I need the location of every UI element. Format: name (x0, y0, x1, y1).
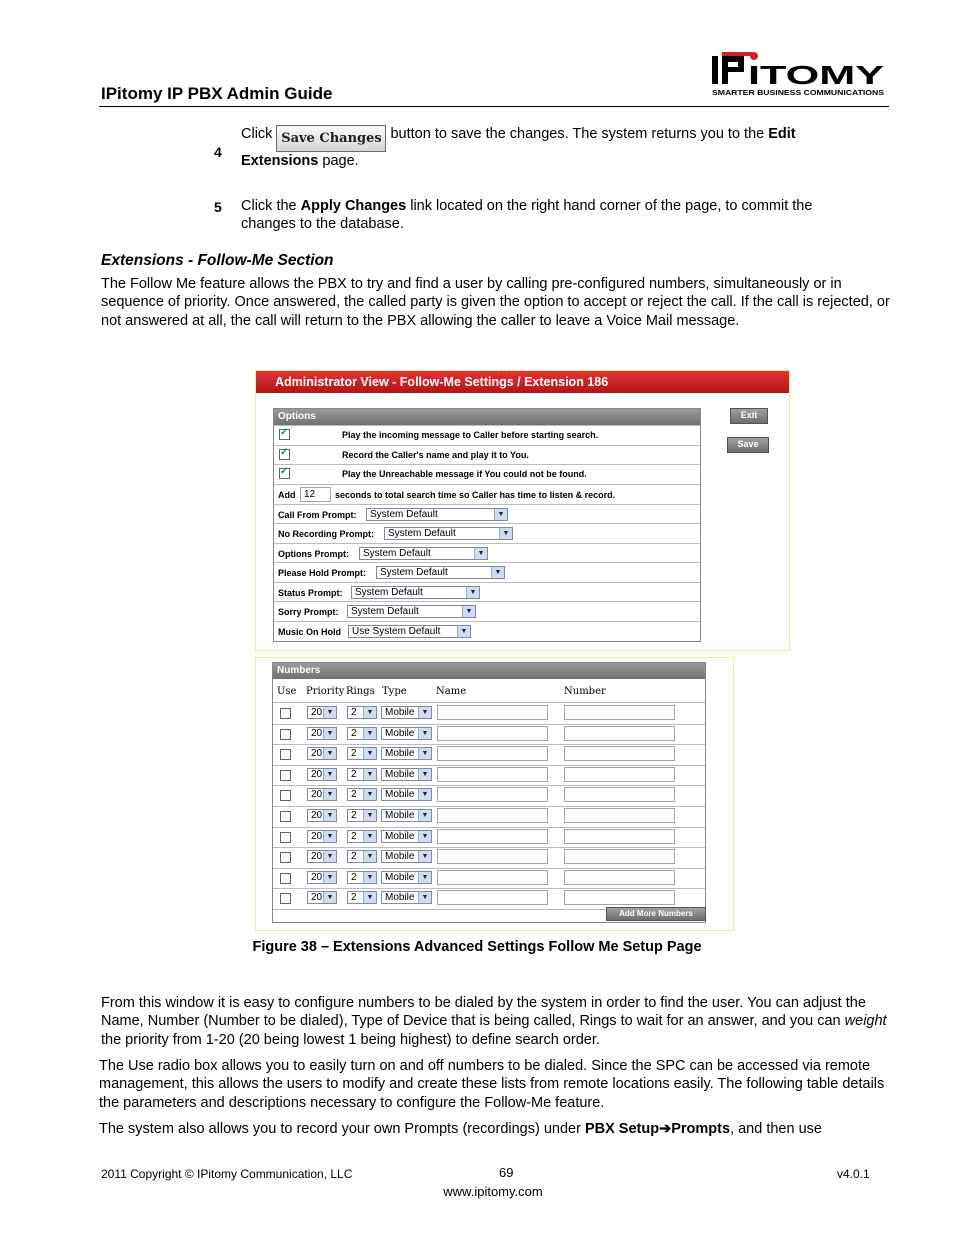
priority-value: 20 (311, 851, 323, 863)
paragraph-1-a: From this window it is easy to configure numbers to be dialed by the system in order to find the user. You can adjust the Name, Number (Number to be dialed), Type of Device that is being called, Rings to wait for an answer, and you can (101, 995, 866, 1030)
option-checkbox[interactable] (279, 429, 290, 440)
number-row (273, 765, 705, 787)
chevron-down-icon: ▼ (323, 831, 336, 842)
prompt-row (274, 523, 700, 543)
step-4-bold: Edit Extensions (241, 126, 796, 169)
paragraph-3-bold-1: PBX Setup (584, 1121, 660, 1137)
type-select[interactable] (381, 768, 432, 781)
number-input[interactable] (564, 808, 675, 823)
rings-select[interactable] (347, 850, 377, 863)
chevron-down-icon: ▼ (499, 528, 512, 539)
prompt-row (274, 582, 700, 602)
prompt-label: Call From Prompt: (278, 509, 357, 520)
prompt-row (274, 504, 700, 524)
prompt-value: System Default (355, 586, 423, 598)
use-checkbox[interactable] (280, 873, 291, 884)
prompt-row (274, 601, 700, 621)
paragraph-2: The Use radio box allows you to easily turn on and off numbers to be dialed. Since the SPC can be accessed via remote management, this allows the users to modify and create these lists from remote locations easily. The following table details the parameters and descriptions necessary to configure the Follow-Me feature. (99, 1058, 885, 1111)
chevron-down-icon: ▼ (323, 851, 336, 862)
number-input[interactable] (564, 829, 675, 844)
footer-page-number: 69 (499, 1165, 514, 1180)
name-input[interactable] (437, 726, 548, 741)
rings-value: 2 (351, 707, 357, 718)
type-value: Mobile (385, 748, 415, 760)
name-input[interactable] (437, 849, 548, 864)
rings-value: 2 (351, 871, 357, 883)
paragraph-3 (99, 1120, 899, 1138)
rings-select[interactable] (347, 768, 377, 781)
name-input[interactable] (437, 890, 548, 905)
chevron-down-icon: ▼ (363, 872, 376, 883)
panel-titlebar: Administrator View - Follow-Me Settings / Extension 186 (256, 371, 789, 393)
rings-select[interactable] (347, 727, 377, 740)
number-input[interactable] (564, 746, 675, 761)
footer-version: v4.0.1 (837, 1167, 870, 1181)
number-row (273, 785, 705, 807)
use-checkbox[interactable] (280, 708, 291, 719)
priority-select[interactable] (307, 850, 337, 863)
chevron-down-icon: ▼ (363, 748, 376, 759)
chevron-down-icon: ▼ (323, 748, 336, 759)
col-number: Number (564, 686, 606, 697)
col-priority: Priority (306, 686, 345, 697)
priority-select[interactable] (307, 727, 337, 740)
prompt-select[interactable] (347, 605, 476, 618)
paragraph-1-emphasis: weight (844, 1013, 887, 1030)
prompt-value: System Default (370, 508, 438, 520)
name-input[interactable] (437, 870, 548, 885)
options-table (273, 408, 701, 642)
col-name: Name (436, 686, 467, 697)
type-value: Mobile (385, 830, 415, 842)
use-checkbox[interactable] (280, 749, 291, 760)
figure-caption: Figure 38 – Extensions Advanced Settings Follow Me Setup Page (252, 939, 702, 955)
chevron-down-icon: ▼ (418, 707, 431, 718)
rings-value: 2 (351, 768, 357, 780)
intro-paragraph: The Follow Me feature allows the PBX to try and find a user by calling pre-configured numbers, simultaneously or in sequence of priority. Once answered, the called party is given the option to accept or reject the call. If the call is rejected, or not answered at all, the call will return to the PBX allowing the caller to leave a Voice Mail message. (101, 276, 890, 329)
chevron-down-icon: ▼ (418, 769, 431, 780)
chevron-down-icon: ▼ (323, 769, 336, 780)
use-checkbox[interactable] (280, 893, 291, 904)
use-checkbox[interactable] (280, 770, 291, 781)
step-5-bold: Apply Changes (300, 198, 407, 214)
number-row (273, 847, 705, 869)
step-number-5: 5 (214, 199, 222, 215)
type-select[interactable] (381, 871, 432, 884)
name-input[interactable] (437, 829, 548, 844)
type-select[interactable] (381, 788, 432, 801)
rings-value: 2 (351, 851, 357, 863)
number-row (273, 724, 705, 746)
chevron-down-icon: ▼ (494, 509, 507, 520)
number-row (273, 806, 705, 828)
header-rule (99, 106, 889, 107)
rings-value: 2 (351, 892, 357, 904)
priority-select[interactable] (307, 830, 337, 843)
use-checkbox[interactable] (280, 852, 291, 863)
paragraph-1-b: the priority from 1-20 (20 being lowest 1 being highest) to define search order. (101, 1031, 600, 1048)
chevron-down-icon: ▼ (323, 872, 336, 883)
chevron-down-icon: ▼ (323, 789, 336, 800)
number-row (273, 744, 705, 766)
numbers-header: Numbers (273, 663, 705, 679)
prompt-value: System Default (363, 547, 431, 559)
svg-text:SMARTER BUSINESS COMMUNICATION: SMARTER BUSINESS COMMUNICATIONS (712, 88, 885, 97)
chevron-down-icon: ▼ (474, 548, 487, 559)
follow-me-options-panel (255, 370, 790, 651)
document-title: IPitomy IP PBX Admin Guide (101, 84, 333, 103)
rings-select[interactable] (347, 809, 377, 822)
name-input[interactable] (437, 767, 548, 782)
prompt-select[interactable] (384, 527, 513, 540)
save-changes-button-image: Save Changes (276, 125, 386, 152)
step-4-pre: Click (241, 126, 273, 142)
rings-value: 2 (351, 810, 357, 821)
prompt-label: Sorry Prompt: (278, 607, 339, 618)
prompt-select[interactable] (376, 566, 505, 579)
priority-select[interactable] (307, 788, 337, 801)
prompt-row (274, 621, 700, 641)
chevron-down-icon: ▼ (457, 626, 470, 637)
chevron-down-icon: ▼ (466, 587, 479, 598)
priority-value: 20 (311, 707, 323, 718)
numbers-column-headers (273, 683, 705, 703)
ipitomy-logo (708, 50, 888, 100)
chevron-down-icon: ▼ (363, 707, 376, 718)
type-select[interactable] (381, 706, 432, 719)
rings-value: 2 (351, 727, 357, 739)
prompt-value: Use System Default (352, 626, 441, 638)
use-checkbox[interactable] (280, 832, 291, 843)
add-seconds-row (274, 484, 700, 504)
option-checkbox[interactable] (279, 468, 290, 479)
chevron-down-icon: ▼ (363, 892, 376, 903)
prompt-select[interactable] (351, 586, 480, 599)
save-button[interactable]: Save (727, 437, 769, 453)
number-row (273, 827, 705, 849)
number-input[interactable] (564, 870, 675, 885)
chevron-down-icon: ▼ (363, 728, 376, 739)
priority-select[interactable] (307, 747, 337, 760)
rings-select[interactable] (347, 747, 377, 760)
number-input[interactable] (564, 890, 675, 905)
svg-text:ITOMY: ITOMY (748, 60, 884, 90)
number-input[interactable] (564, 767, 675, 782)
exit-button[interactable]: Exit (730, 408, 768, 424)
rings-value: 2 (351, 748, 357, 760)
type-select[interactable] (381, 891, 432, 904)
type-select[interactable] (381, 727, 432, 740)
number-input[interactable] (564, 849, 675, 864)
number-input[interactable] (564, 726, 675, 741)
paragraph-3-c: , and then use (730, 1121, 822, 1137)
paragraph-3-bold-2: Prompts (671, 1121, 731, 1137)
name-input[interactable] (437, 746, 548, 761)
option-row (274, 445, 700, 465)
chevron-down-icon: ▼ (323, 892, 336, 903)
option-label: Play the Unreachable message if You could not be found. (342, 469, 587, 479)
use-checkbox[interactable] (280, 790, 291, 801)
prompt-label: Options Prompt: (278, 548, 349, 559)
chevron-down-icon: ▼ (363, 810, 376, 821)
number-row (273, 703, 705, 725)
prompt-value: System Default (380, 567, 448, 579)
type-value: Mobile (385, 851, 415, 863)
type-select[interactable] (381, 830, 432, 843)
prompt-row (274, 562, 700, 582)
chevron-down-icon: ▼ (363, 769, 376, 780)
type-value: Mobile (385, 707, 415, 718)
prompt-select[interactable] (359, 547, 488, 560)
paragraph-1 (101, 994, 896, 1049)
step-number-4: 4 (214, 144, 222, 160)
chevron-down-icon: ▼ (491, 567, 504, 578)
type-value: Mobile (385, 789, 415, 801)
option-row (274, 425, 700, 445)
priority-value: 20 (311, 748, 323, 760)
chevron-down-icon: ▼ (323, 707, 336, 718)
type-value: Mobile (385, 871, 415, 883)
priority-value: 20 (311, 871, 323, 883)
type-value: Mobile (385, 892, 415, 904)
number-input[interactable] (564, 787, 675, 802)
use-checkbox[interactable] (280, 811, 291, 822)
step-5-text (241, 197, 866, 234)
chevron-down-icon: ▼ (418, 872, 431, 883)
number-input[interactable] (564, 705, 675, 720)
col-use: Use (277, 686, 297, 697)
add-label: Add (278, 489, 296, 500)
priority-select[interactable] (307, 706, 337, 719)
add-seconds-input[interactable]: 12 (300, 487, 331, 502)
number-row (273, 868, 705, 890)
chevron-down-icon: ▼ (363, 851, 376, 862)
name-input[interactable] (437, 808, 548, 823)
type-value: Mobile (385, 768, 415, 780)
rings-value: 2 (351, 830, 357, 842)
chevron-down-icon: ▼ (418, 728, 431, 739)
option-label: Record the Caller's name and play it to You. (342, 449, 529, 460)
prompt-select[interactable] (348, 625, 471, 638)
footer-url: www.ipitomy.com (443, 1184, 543, 1199)
numbers-table (272, 662, 706, 923)
rings-select[interactable] (347, 788, 377, 801)
chevron-down-icon: ▼ (323, 810, 336, 821)
chevron-down-icon: ▼ (418, 810, 431, 821)
chevron-down-icon: ▼ (418, 748, 431, 759)
type-select[interactable] (381, 850, 432, 863)
priority-select[interactable] (307, 809, 337, 822)
chevron-down-icon: ▼ (363, 789, 376, 800)
chevron-down-icon: ▼ (418, 851, 431, 862)
type-select[interactable] (381, 809, 432, 822)
prompt-select[interactable] (366, 508, 508, 521)
priority-value: 20 (311, 892, 323, 904)
chevron-down-icon: ▼ (363, 831, 376, 842)
prompt-value: System Default (388, 528, 456, 540)
rings-select[interactable] (347, 706, 377, 719)
rings-value: 2 (351, 789, 357, 801)
rings-select[interactable] (347, 891, 377, 904)
rings-select[interactable] (347, 871, 377, 884)
add-more-numbers-button[interactable]: Add More Numbers (606, 907, 706, 921)
chevron-down-icon: ▼ (418, 831, 431, 842)
footer-copyright: 2011 Copyright © IPitomy Communication, LLC (101, 1167, 353, 1181)
type-value: Mobile (385, 727, 415, 739)
chevron-down-icon: ▼ (323, 728, 336, 739)
name-input[interactable] (437, 787, 548, 802)
priority-value: 20 (311, 789, 323, 801)
chevron-down-icon: ▼ (418, 892, 431, 903)
priority-value: 20 (311, 768, 323, 780)
col-type: Type (382, 686, 407, 697)
priority-select[interactable] (307, 871, 337, 884)
prompt-label: Please Hold Prompt: (278, 568, 367, 579)
priority-select[interactable] (307, 891, 337, 904)
option-checkbox[interactable] (279, 449, 290, 460)
name-input[interactable] (437, 705, 548, 720)
chevron-down-icon: ▼ (418, 789, 431, 800)
step-5-pre: Click the (241, 198, 297, 214)
prompt-value: System Default (351, 606, 419, 618)
chevron-down-icon: ▼ (462, 606, 475, 617)
prompt-label: Status Prompt: (278, 587, 343, 598)
prompt-label: Music On Hold (278, 627, 341, 638)
prompt-label: No Recording Prompt: (278, 529, 374, 540)
type-value: Mobile (385, 810, 415, 821)
rings-select[interactable] (347, 830, 377, 843)
prompt-row (274, 543, 700, 563)
type-select[interactable] (381, 747, 432, 760)
add-seconds-suffix: seconds to total search time so Caller has time to listen & record. (335, 489, 616, 500)
priority-value: 20 (311, 830, 323, 842)
priority-value: 20 (311, 810, 323, 821)
step-4-end: page. (322, 153, 359, 169)
arrow-right-icon: ➔ (659, 1121, 672, 1137)
step-5-post: link located on the right hand corner of the page, to commit the changes to the database. (241, 198, 813, 233)
priority-select[interactable] (307, 768, 337, 781)
paragraph-3-a: The system also allows you to record your own Prompts (recordings) under (99, 1121, 581, 1137)
step-4-text (241, 125, 861, 170)
options-header: Options (274, 409, 700, 425)
step-4-post: button to save the changes. The system returns you to the (390, 126, 765, 142)
priority-value: 20 (311, 727, 323, 739)
follow-me-numbers-panel (255, 657, 734, 931)
option-row (274, 464, 700, 484)
section-heading: Extensions - Follow-Me Section (101, 252, 334, 269)
col-rings: Rings (346, 686, 375, 697)
option-label: Play the incoming message to Caller before starting search. (342, 430, 599, 440)
use-checkbox[interactable] (280, 729, 291, 740)
